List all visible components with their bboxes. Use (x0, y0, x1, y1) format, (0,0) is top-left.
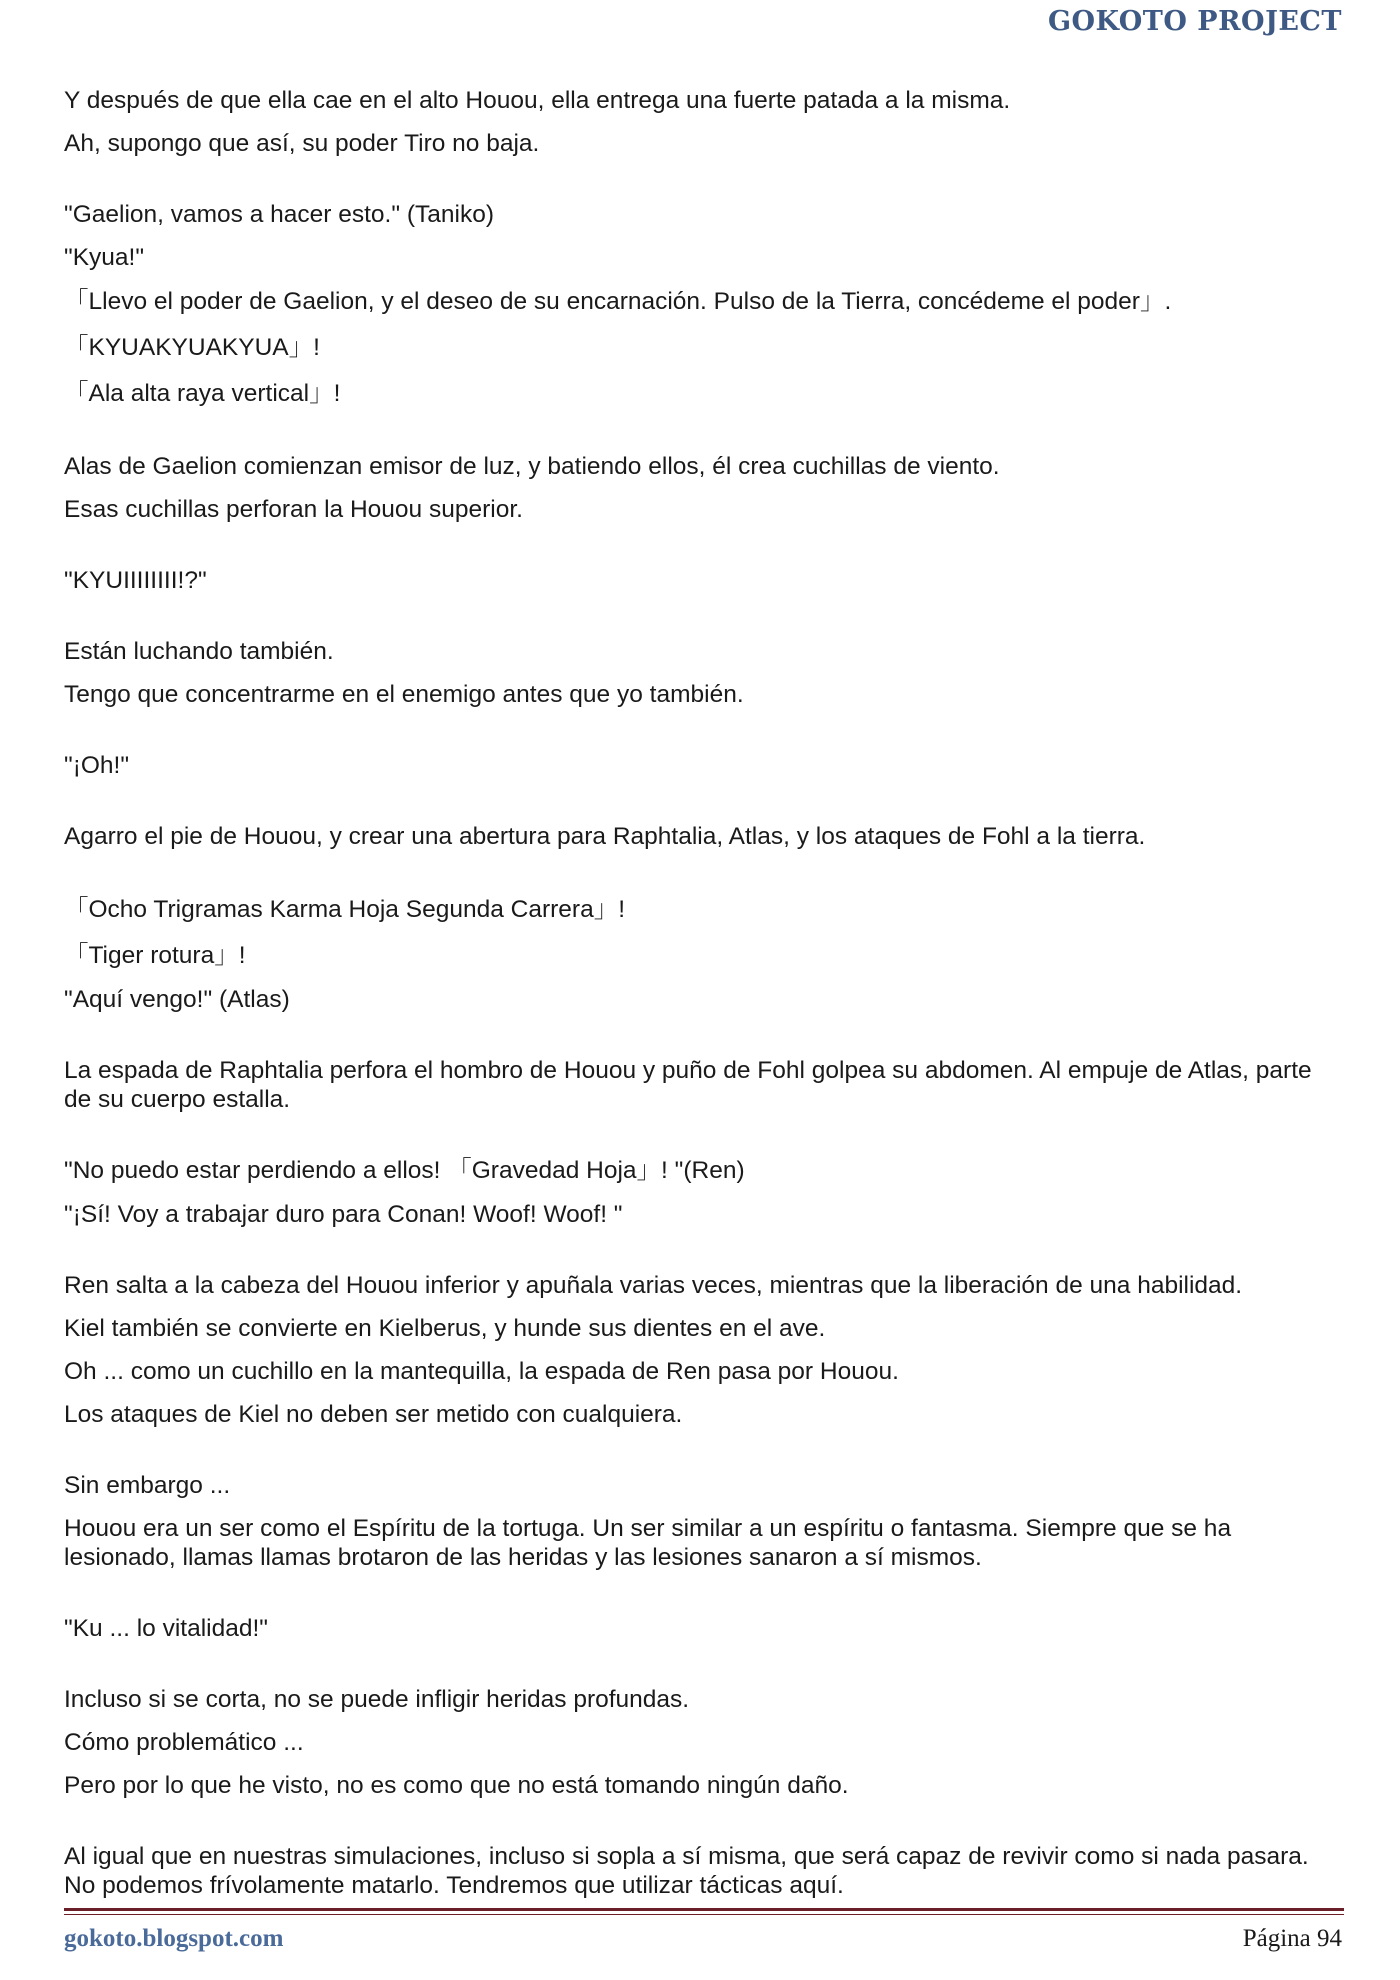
paragraph: Ren salta a la cabeza del Houou inferior y apuñala varias veces, mientras que la liberación de una habilidad. (64, 1272, 1243, 1299)
paragraph: Tengo que concentrarme en el enemigo antes que yo también. (64, 681, 744, 708)
paragraph: Agarro el pie de Houou, y crear una abertura para Raphtalia, Atlas, y los ataques de Fohl a la tierra. (64, 823, 1146, 850)
paragraph: Incluso si se corta, no se puede infligir heridas profundas. (64, 1686, 690, 1713)
paragraph: "Gaelion, vamos a hacer esto." (Taniko) (64, 201, 495, 228)
paragraph: Esas cuchillas perforan la Houou superior. (64, 496, 523, 523)
paragraph: 「Llevo el poder de Gaelion, y el deseo de su encarnación. Pulso de la Tierra, concédeme el poder」. (64, 288, 1172, 315)
paragraph: Kiel también se convierte en Kielberus, y hunde sus dientes en el ave. (64, 1315, 826, 1342)
paragraph: Alas de Gaelion comienzan emisor de luz, y batiendo ellos, él crea cuchillas de viento. (64, 453, 1000, 480)
paragraph: "KYUIIIIIIII!?" (64, 567, 207, 594)
header-brand: GOKOTO PROJECT (1047, 6, 1342, 37)
paragraph: Sin embargo ... (64, 1472, 231, 1499)
document-body (64, 86, 1344, 1900)
paragraph: Los ataques de Kiel no deben ser metido con cualquiera. (64, 1401, 683, 1428)
paragraph: "Aquí vengo!" (Atlas) (64, 986, 290, 1013)
paragraph: La espada de Raphtalia perfora el hombro de Houou y puño de Fohl golpea su abdomen. Al empuje de Atlas, parte de su cuerpo estalla. (64, 1057, 1312, 1113)
footer-divider (64, 1908, 1344, 1911)
paragraph: 「KYUAKYUAKYUA」! (64, 334, 320, 361)
paragraph: Están luchando también. (64, 638, 334, 665)
paragraph: Al igual que en nuestras simulaciones, incluso si sopla a sí misma, que será capaz de revivir como si nada pasara. No podemos frívolamente matarlo. Tendremos que utilizar tácticas aquí. (64, 1843, 1309, 1899)
paragraph: Pero por lo que he visto, no es como que no está tomando ningún daño. (64, 1772, 849, 1799)
paragraph: "No puedo estar perdiendo a ellos! 「Gravedad Hoja」! "(Ren) (64, 1157, 745, 1184)
paragraph: "Ku ... lo vitalidad!" (64, 1615, 268, 1642)
paragraph: 「Tiger rotura」! (64, 942, 246, 969)
paragraph: Oh ... como un cuchillo en la mantequilla, la espada de Ren pasa por Houou. (64, 1358, 899, 1385)
paragraph: Ah, supongo que así, su poder Tiro no baja. (64, 130, 540, 157)
paragraph: "Kyua!" (64, 244, 145, 271)
paragraph: Houou era un ser como el Espíritu de la tortuga. Un ser similar a un espíritu o fantasma. Siempre que se ha lesionado, llamas llamas brotaron de las heridas y las lesiones sanaron a sí mismos. (64, 1515, 1232, 1571)
page-number: Página 94 (1242, 1925, 1342, 1952)
paragraph: "¡Oh!" (64, 752, 130, 779)
footer-site-link[interactable]: gokoto.blogspot.com (64, 1925, 284, 1952)
paragraph: 「Ocho Trigramas Karma Hoja Segunda Carrera」! (64, 896, 625, 923)
paragraph: 「Ala alta raya vertical」! (64, 380, 341, 407)
paragraph: Y después de que ella cae en el alto Houou, ella entrega una fuerte patada a la misma. (64, 87, 1011, 114)
paragraph: Cómo problemático ... (64, 1729, 304, 1756)
paragraph: "¡Sí! Voy a trabajar duro para Conan! Woof! Woof! " (64, 1201, 623, 1228)
footer-divider-thin (64, 1914, 1344, 1915)
